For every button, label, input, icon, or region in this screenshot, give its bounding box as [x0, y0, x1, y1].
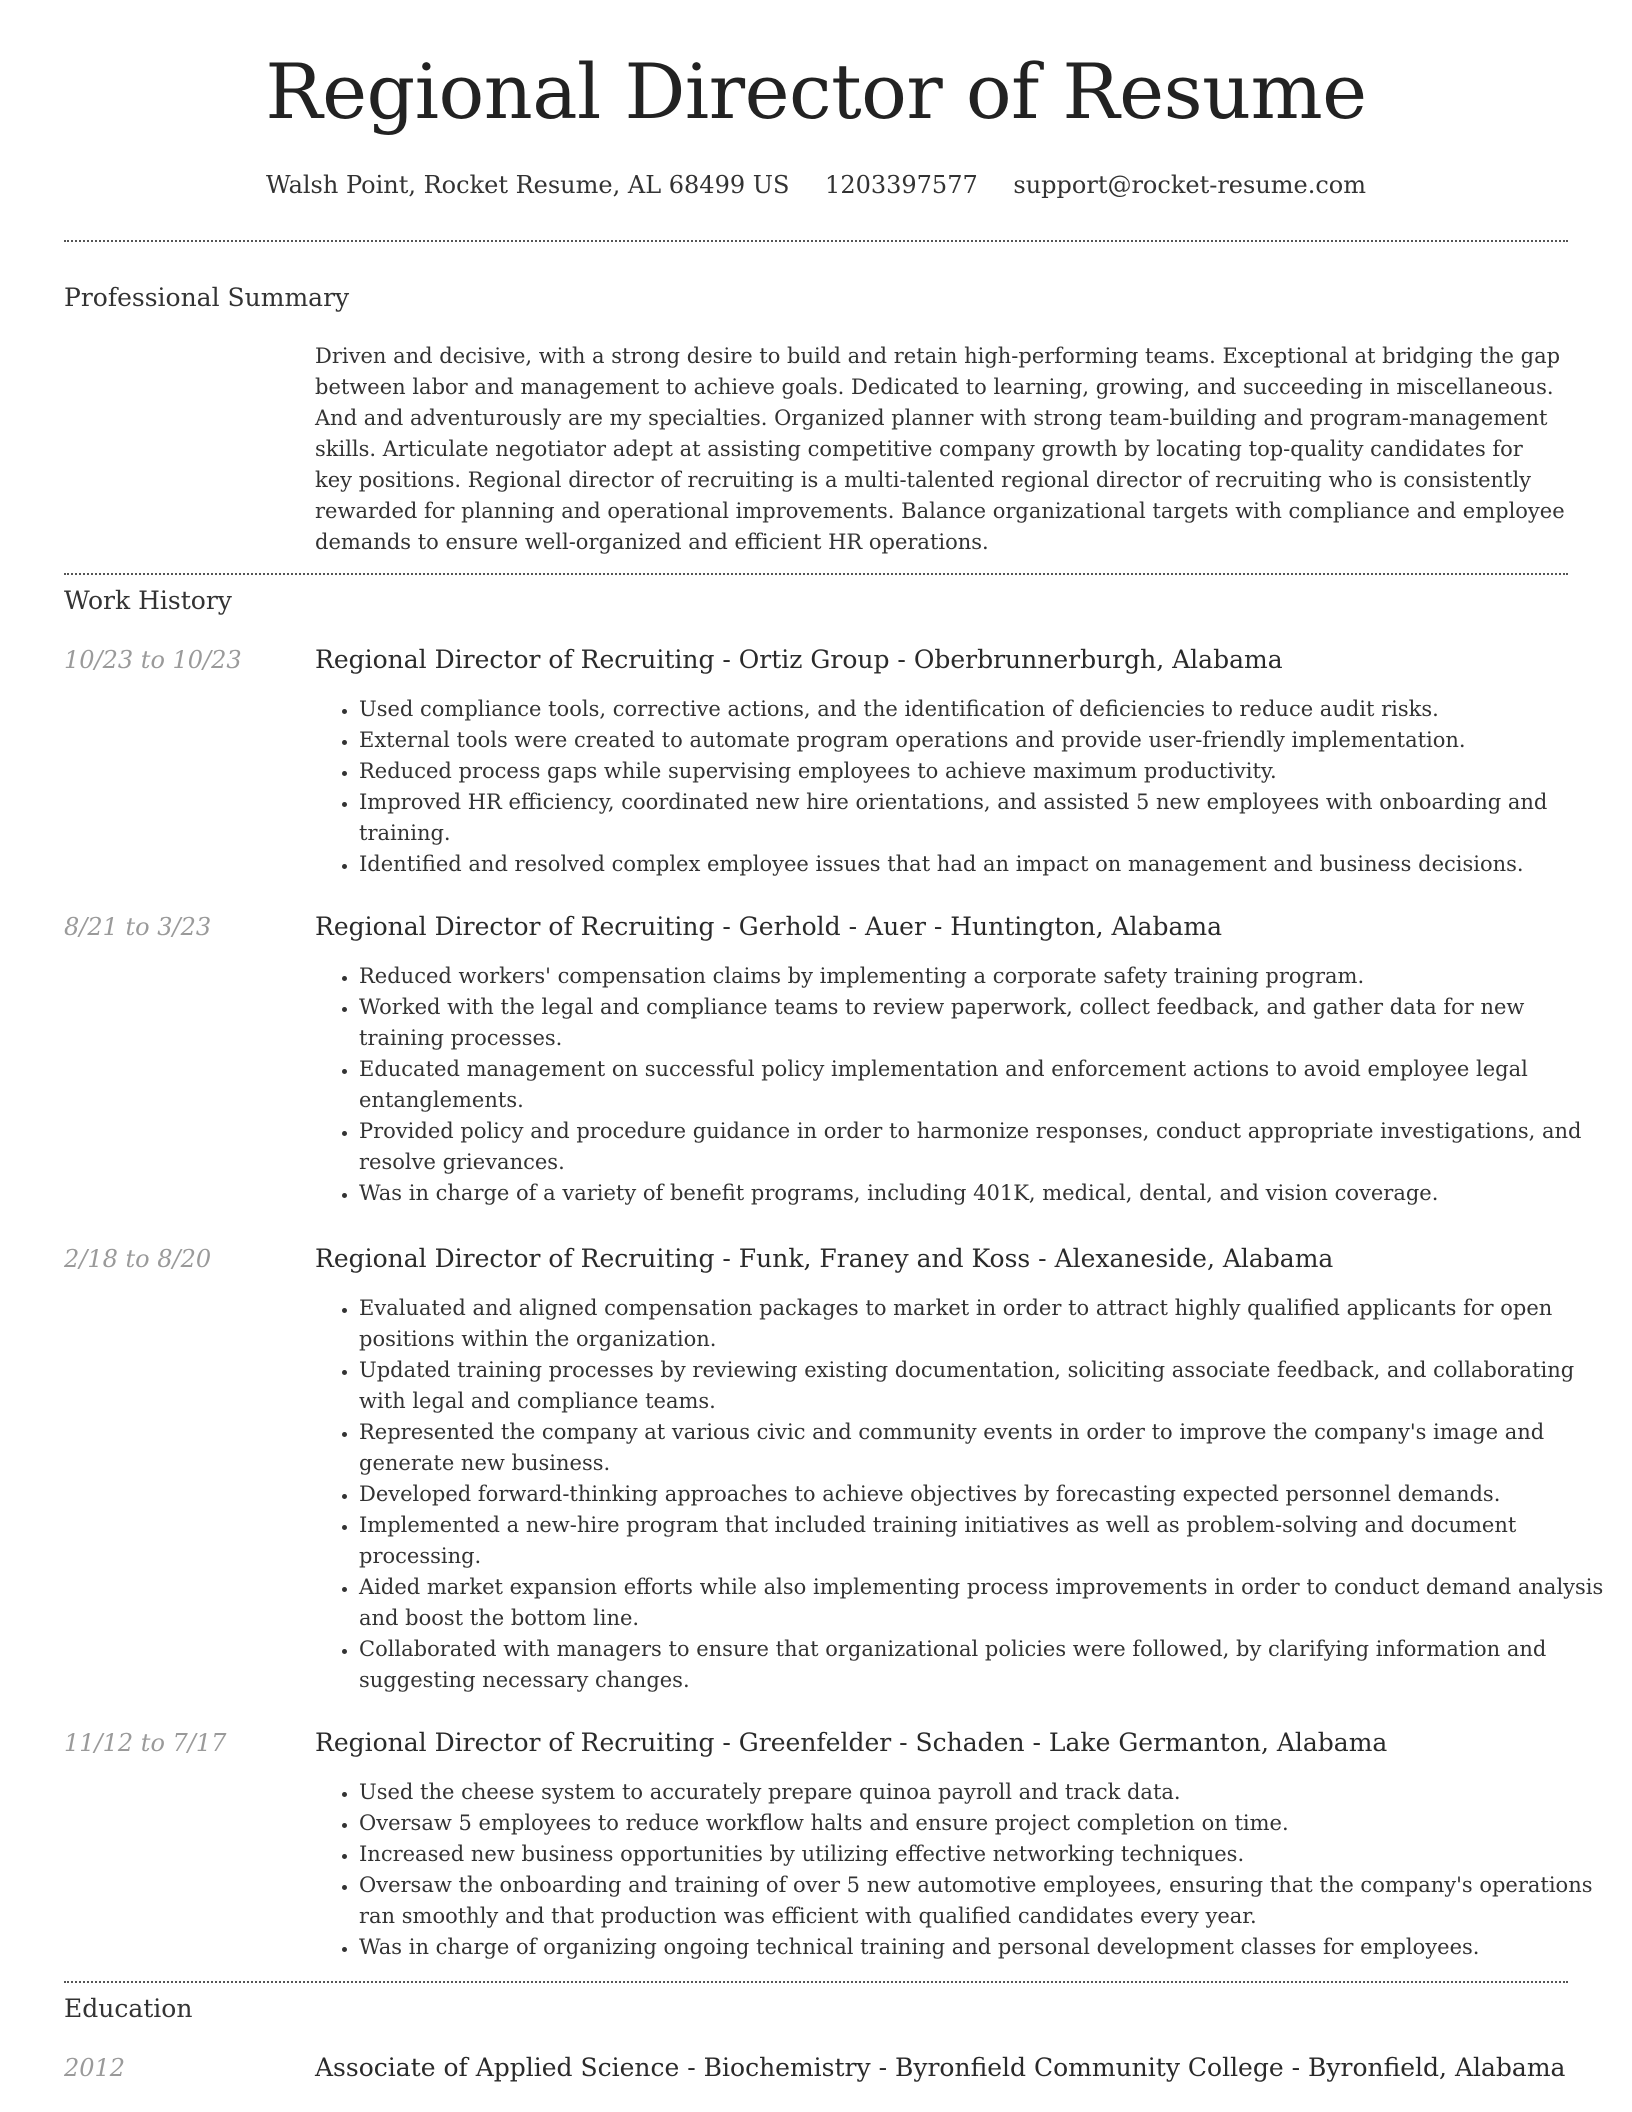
- education-year: 2012: [64, 2054, 126, 2082]
- job-bullets: [315, 1293, 1614, 1696]
- job-bullet: • Educated management on successful policy implementation and enforcement actions to avoid employee legal entanglements.: [359, 1054, 1614, 1116]
- contact-address: Walsh Point, Rocket Resume, AL 68499 US: [265, 171, 790, 199]
- job-bullet: • Collaborated with managers to ensure that organizational policies were followed, by clarifying information and suggesting necessary changes.: [359, 1634, 1614, 1696]
- job-bullets: [315, 694, 1614, 880]
- contact-email: support@rocket-resume.com: [1013, 171, 1367, 199]
- job-bullet: • Represented the company at various civic and community events in order to improve the company's image and generate new business.: [359, 1417, 1614, 1479]
- job-bullet: • Oversaw 5 employees to reduce workflow halts and ensure project completion on time.: [359, 1808, 1614, 1839]
- job-title: Regional Director of Recruiting - Greenfelder - Schaden - Lake Germanton, Alabama: [315, 1728, 1388, 1757]
- job-bullet: • Was in charge of organizing ongoing technical training and personal development classes for employees.: [359, 1932, 1614, 1963]
- job-bullet: • Updated training processes by reviewing existing documentation, soliciting associate feedback, and collaborating with legal and compliance teams.: [359, 1355, 1614, 1417]
- job-bullets: [315, 1777, 1614, 1963]
- job-bullet: • Oversaw the onboarding and training of over 5 new automotive employees, ensuring that the company's operations ran smoothly and that production was efficient with qualified candidates every year.: [359, 1870, 1614, 1932]
- job-bullet: • Used the cheese system to accurately prepare quinoa payroll and track data.: [359, 1777, 1614, 1808]
- job-bullet: • Reduced process gaps while supervising employees to achieve maximum productivity.: [359, 756, 1614, 787]
- section-title-summary: Professional Summary: [64, 283, 350, 312]
- job-bullet: • Improved HR efficiency, coordinated new hire orientations, and assisted 5 new employees with onboarding and training.: [359, 787, 1614, 849]
- job-bullet: • External tools were created to automate program operations and provide user-friendly implementation.: [359, 725, 1614, 756]
- section-divider: [64, 240, 1568, 242]
- job-dates: 10/23 to 10/23: [64, 646, 242, 674]
- summary-text: Driven and decisive, with a strong desire to build and retain high-performing teams. Exceptional at bridging the gap between labor and management to achieve goals. Dedicated to learning, growing, and succeeding in miscellaneous. And and adventurously are my specialties. Organized planner with strong team-building and program-management skills. Articulate negotiator adept at assisting competitive company growth by locating top-quality candidates for key positions. Regional director of recruiting is a multi-talented regional director of recruiting who is consistently rewarded for planning and operational improvements. Balance organizational targets with compliance and employee demands to ensure well-organized and efficient HR operations.: [315, 344, 1565, 554]
- section-divider: [64, 1981, 1568, 1983]
- job-dates: 11/12 to 7/17: [64, 1729, 227, 1757]
- section-title-education: Education: [64, 1994, 193, 2023]
- resume-name: Regional Director of Resume: [265, 47, 1367, 136]
- job-bullet: • Developed forward-thinking approaches to achieve objectives by forecasting expected personnel demands.: [359, 1479, 1614, 1510]
- job-bullet: • Reduced workers' compensation claims by implementing a corporate safety training program.: [359, 961, 1614, 992]
- job-dates: 2/18 to 8/20: [64, 1245, 212, 1273]
- job-bullet: • Identified and resolved complex employee issues that had an impact on management and business decisions.: [359, 849, 1614, 880]
- section-title-work-history: Work History: [64, 586, 232, 615]
- job-bullet: • Provided policy and procedure guidance in order to harmonize responses, conduct appropriate investigations, and resolve grievances.: [359, 1116, 1614, 1178]
- job-dates: 8/21 to 3/23: [64, 913, 212, 941]
- job-bullets: [315, 961, 1614, 1209]
- education-title: Associate of Applied Science - Biochemistry - Byronfield Community College - Byronfield, Alabama: [315, 2053, 1566, 2082]
- contact-phone: 1203397577: [825, 171, 978, 199]
- job-title: Regional Director of Recruiting - Funk, Franey and Koss - Alexaneside, Alabama: [315, 1244, 1334, 1273]
- contact-line: [0, 171, 1632, 199]
- job-bullet: • Used compliance tools, corrective actions, and the identification of deficiencies to reduce audit risks.: [359, 694, 1614, 725]
- job-bullet: • Was in charge of a variety of benefit programs, including 401K, medical, dental, and vision coverage.: [359, 1178, 1614, 1209]
- job-bullet: • Evaluated and aligned compensation packages to market in order to attract highly qualified applicants for open positions within the organization.: [359, 1293, 1614, 1355]
- section-divider: [64, 573, 1568, 575]
- job-bullet: • Increased new business opportunities by utilizing effective networking techniques.: [359, 1839, 1614, 1870]
- job-bullet: • Aided market expansion efforts while also implementing process improvements in order to conduct demand analysis and boost the bottom line.: [359, 1572, 1614, 1634]
- job-bullet: • Implemented a new-hire program that included training initiatives as well as problem-solving and document processing.: [359, 1510, 1614, 1572]
- job-bullet: • Worked with the legal and compliance teams to review paperwork, collect feedback, and gather data for new training processes.: [359, 992, 1614, 1054]
- job-title: Regional Director of Recruiting - Gerhold - Auer - Huntington, Alabama: [315, 912, 1222, 941]
- job-title: Regional Director of Recruiting - Ortiz Group - Oberbrunnerburgh, Alabama: [315, 645, 1283, 674]
